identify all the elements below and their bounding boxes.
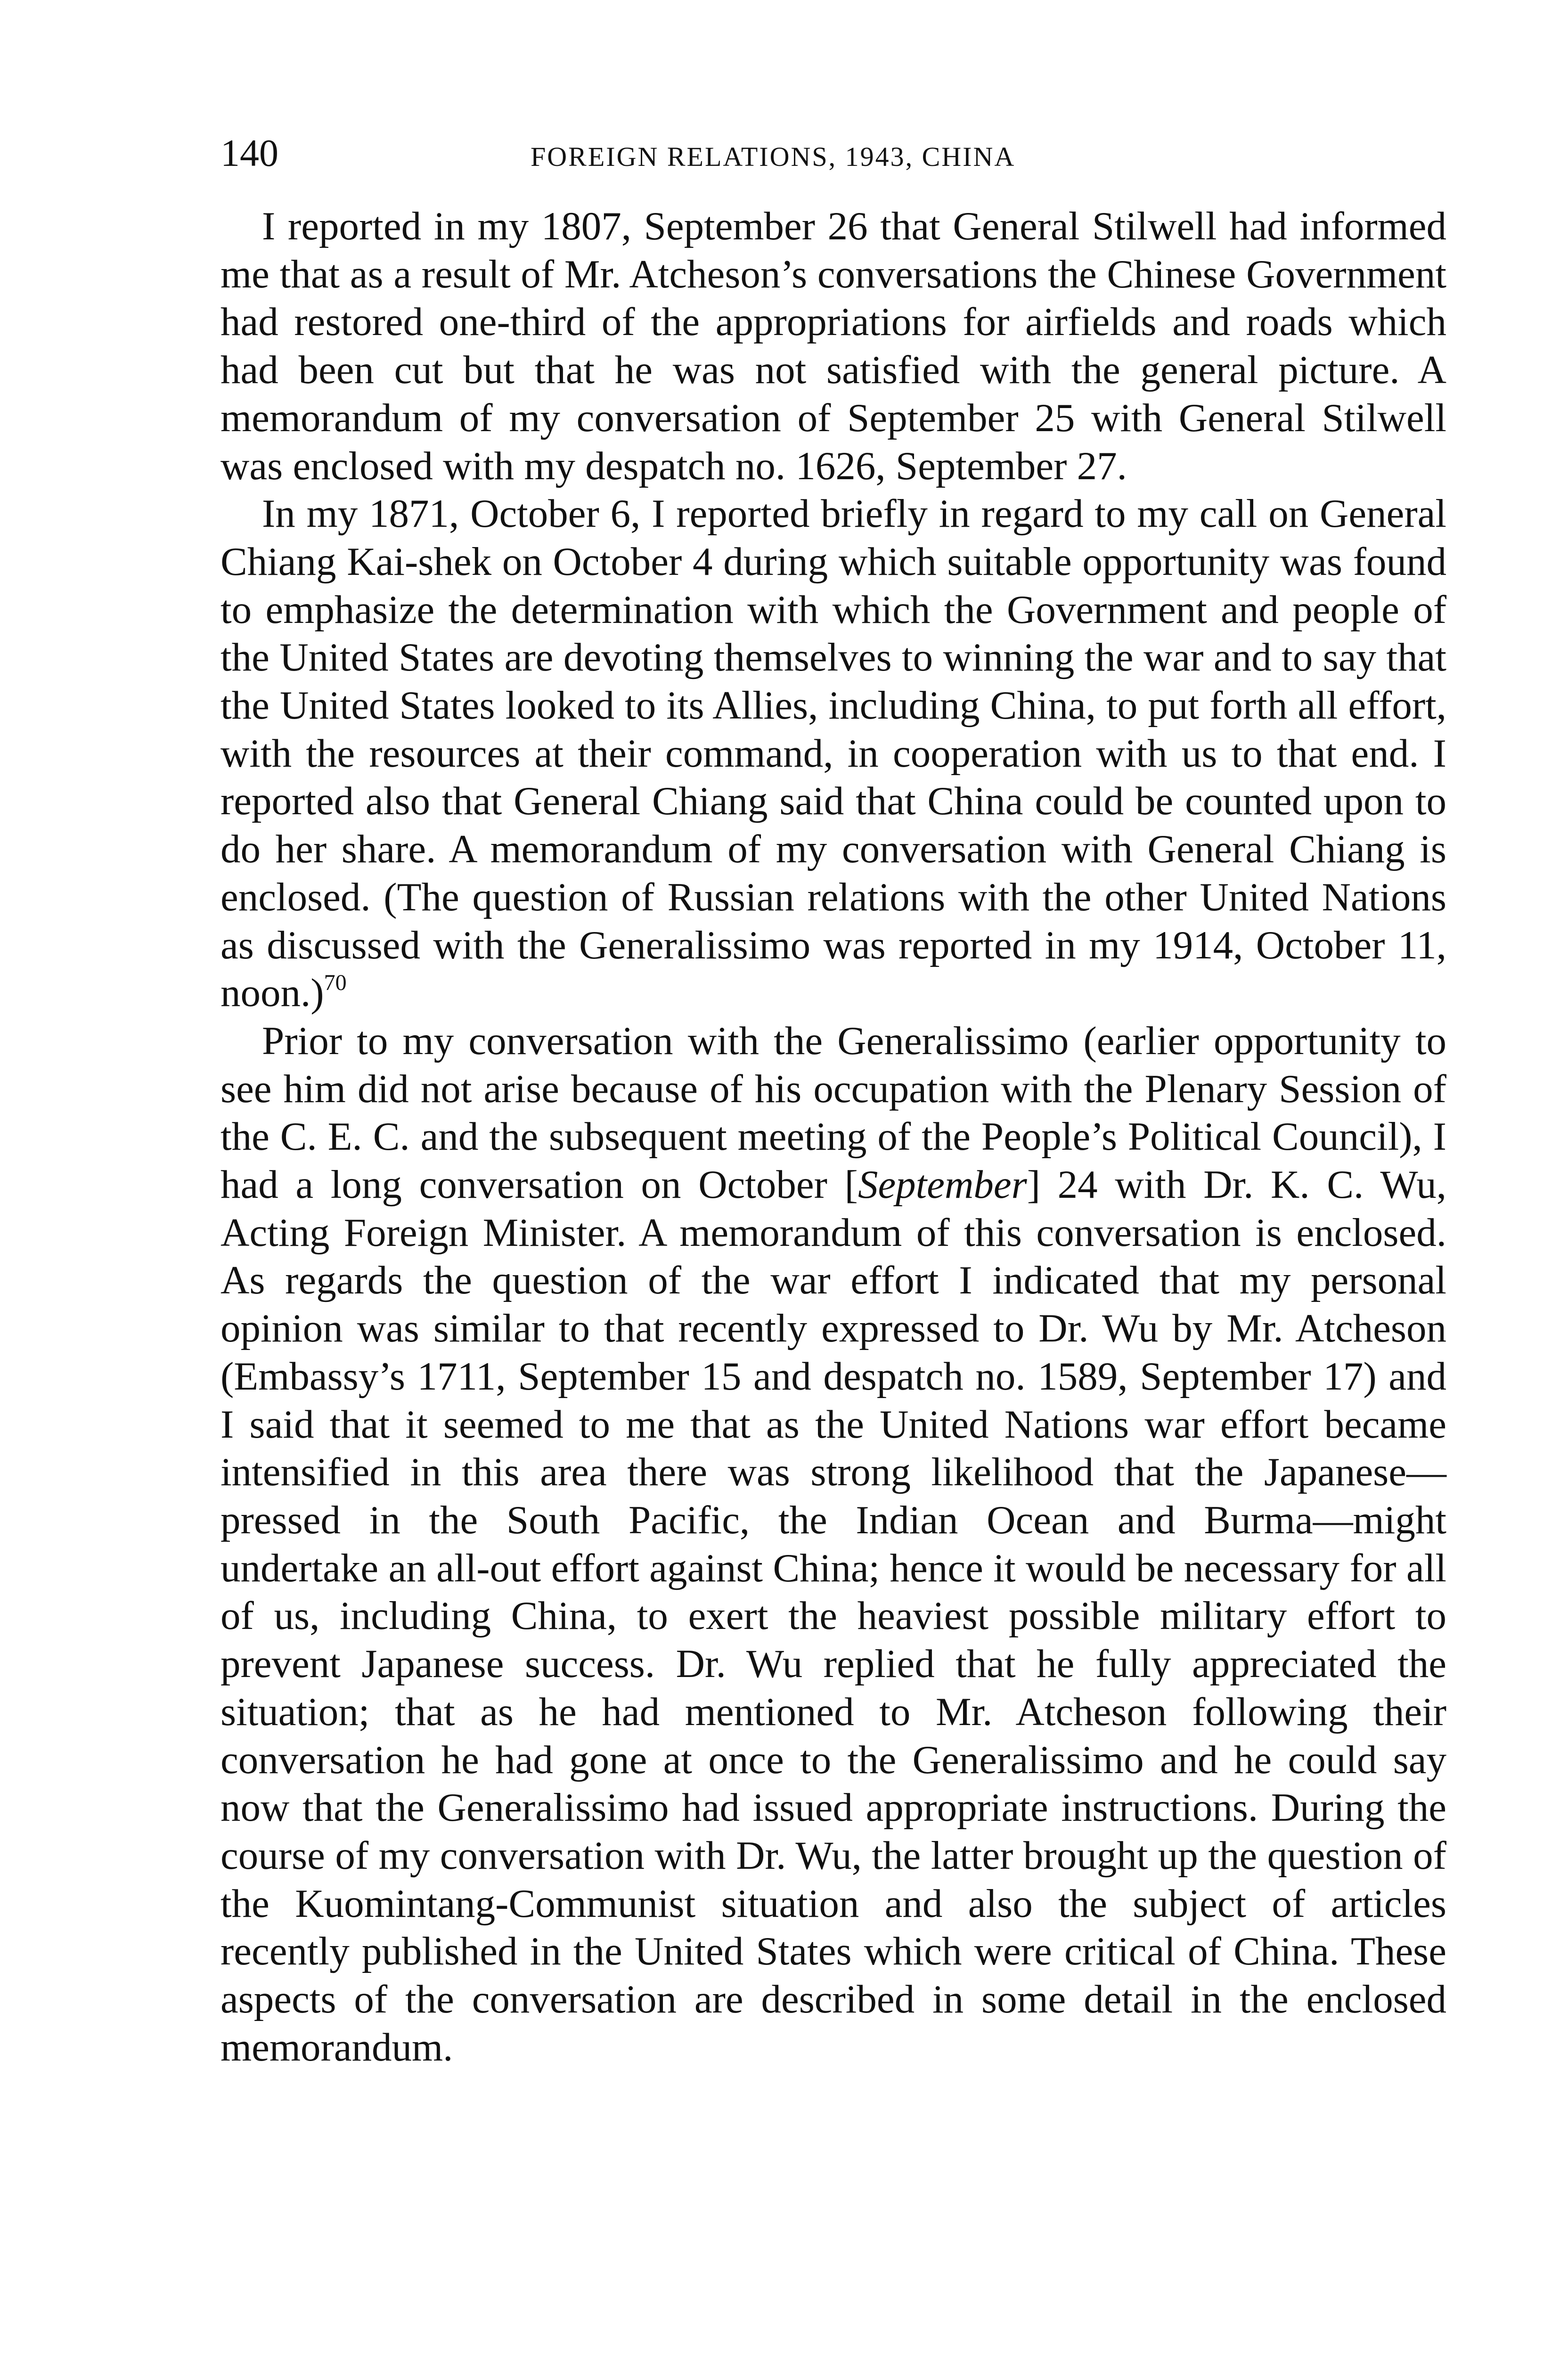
- paragraph-1: I reported in my 1807, September 26 that General Stilwell had informed me that as a result of Mr. Atcheson’s conversations the Chinese Government had restored one-third of the appropriations for airfields and roads which had been cut but that he was not satisfied with the general picture. A memorandum of my conversation of September 25 with General Stilwell was enclosed with my despatch no. 1626, September 27.: [220, 204, 1446, 488]
- paragraph-2: [220, 490, 1446, 1017]
- footnote-reference: 70: [324, 970, 347, 996]
- running-head: FOREIGN RELATIONS, 1943, CHINA: [531, 141, 1016, 172]
- paragraph-3-italic-correction: September: [858, 1162, 1027, 1207]
- body-text: [220, 203, 1446, 2071]
- paragraph-3: [220, 1017, 1446, 2071]
- paragraph-3-text-before: Prior to my conversation with the Generalissimo (earlier opportunity to see him did not arise because of his occupation with the Plenary Session of the C. E. C. and the subsequent meeting of the People’s Political Council), I had a long conversation on October [: [220, 1018, 1446, 1207]
- page-number: 140: [220, 131, 278, 174]
- paragraph-3-text-after: ] 24 with Dr. K. C. Wu, Acting Foreign Minister. A memorandum of this conversation is enclosed. As regards the question of the war effort I indicated that my personal opinion was similar to that recently expressed to Dr. Wu by Mr. Atcheson (Embassy’s 1711, September 15 and despatch no. 1589, September 17) and I said that it seemed to me that as the United Nations war effort became intensified in this area there was strong likelihood that the Japanese—pressed in the South Pacific, the Indian Ocean and Burma—might undertake an all-out effort against China; hence it would be necessary for all of us, including China, to exert the heaviest possible military effort to prevent Japanese success. Dr. Wu replied that he fully appreciated the situation; that as he had mentioned to Mr. Atcheson following their conversation he had gone at once to the Generalissimo and he could say now that the Generalissimo had issued appropriate instructions. During the course of my conversation with Dr. Wu, the latter brought up the question of the Kuomintang-Communist situation and also the subject of articles recently published in the United States which were critical of China. These aspects of the conversation are described in some detail in the enclosed memorandum.: [220, 1162, 1446, 2070]
- paragraph-2-text: In my 1871, October 6, I reported briefly in regard to my call on General Chiang Kai-shek on October 4 during which suitable opportunity was found to emphasize the determination with which the Government and people of the United States are devoting themselves to winning the war and to say that the United States looked to its Allies, including China, to put forth all effort, with the resources at their command, in cooperation with us to that end. I reported also that General Chiang said that China could be counted upon to do her share. A memorandum of my conversation with General Chiang is enclosed. (The question of Russian relations with the other United Nations as discussed with the Generalissimo was reported in my 1914, October 11, noon.): [220, 491, 1446, 1015]
